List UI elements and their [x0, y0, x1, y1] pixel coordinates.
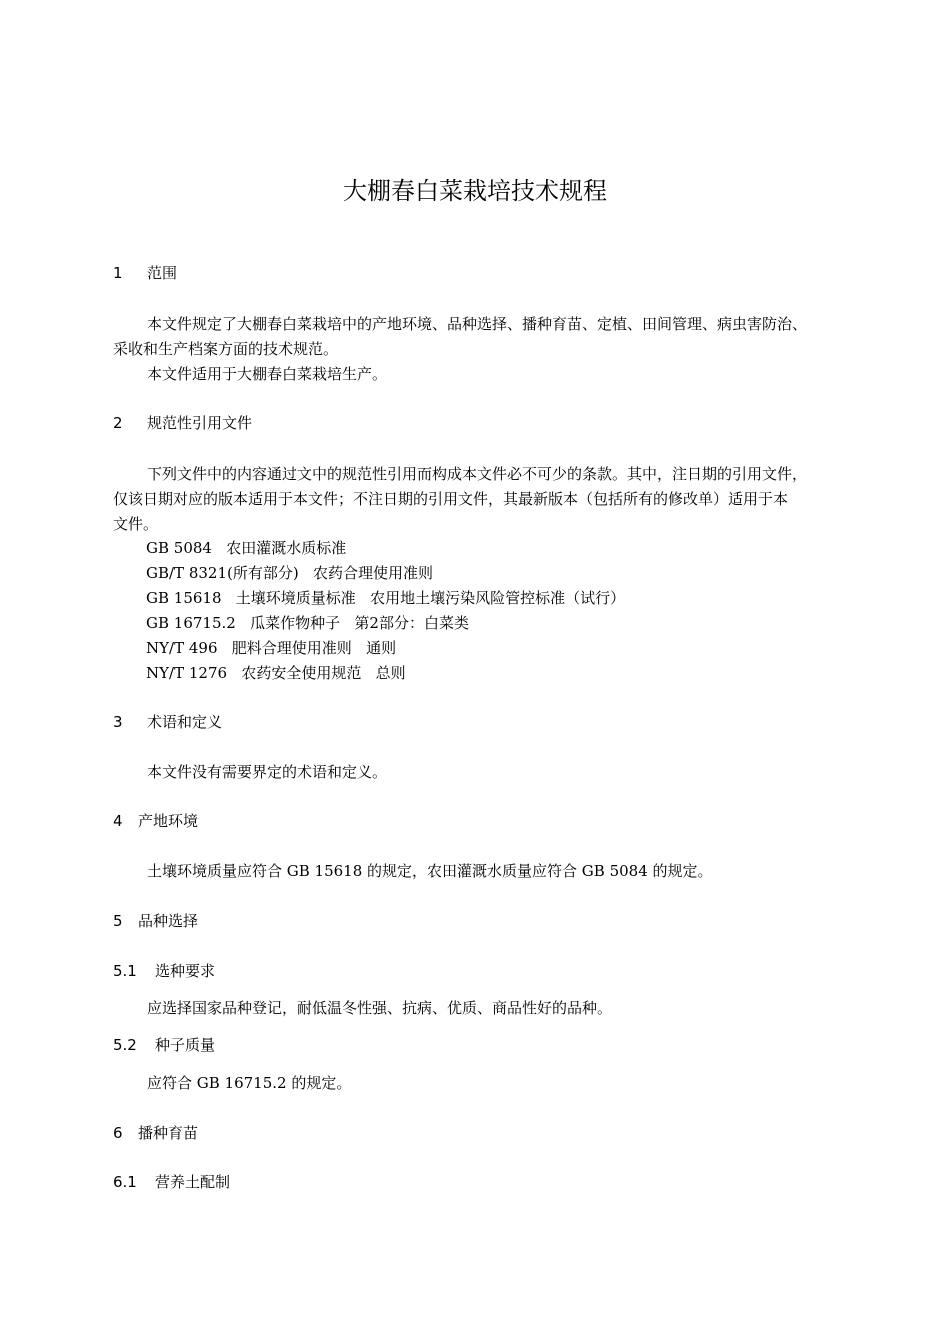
section-title: 选种要求	[155, 962, 216, 980]
section-heading-1	[113, 262, 177, 284]
section-number: 4	[113, 812, 123, 830]
section-number: 2	[113, 414, 123, 432]
section-number: 5.2	[113, 1036, 137, 1054]
section-title: 播种育苗	[138, 1124, 199, 1142]
reference-item: GB 5084 农田灌溉水质标准	[146, 539, 347, 557]
section-heading-6	[113, 1122, 198, 1144]
scope-paragraph-2: 本文件适用于大棚春白菜栽培生产。	[147, 365, 388, 383]
section-title: 种子质量	[155, 1036, 216, 1054]
references-paragraph-line-3: 文件。	[113, 515, 159, 533]
section-number: 6.1	[113, 1173, 137, 1191]
variety-requirement-paragraph: 应选择国家品种登记，耐低温冬性强、抗病、优质、商品性好的品种。	[147, 999, 613, 1017]
section-heading-6-1	[113, 1171, 230, 1193]
reference-item: NY/T 1276 农药安全使用规范 总则	[146, 664, 406, 682]
reference-item: GB/T 8321(所有部分) 农药合理使用准则	[146, 564, 434, 582]
section-title: 术语和定义	[147, 713, 223, 731]
section-number: 3	[113, 713, 123, 731]
scope-paragraph-line-2: 采收和生产档案方面的技术规范。	[113, 340, 339, 358]
reference-item: GB 15618 土壤环境质量标准 农用地土壤污染风险管控标准（试行）	[146, 589, 626, 607]
section-title: 产地环境	[138, 812, 199, 830]
section-title: 范围	[147, 264, 178, 282]
section-title: 营养土配制	[155, 1173, 231, 1191]
section-heading-5	[113, 910, 198, 932]
references-paragraph-line-1: 下列文件中的内容通过文中的规范性引用而构成本文件必不可少的条款。其中，注日期的引用文件，	[147, 465, 808, 483]
section-number: 6	[113, 1124, 123, 1142]
section-heading-2	[113, 412, 252, 434]
section-heading-5-2	[113, 1034, 215, 1056]
document-title: 大棚春白菜栽培技术规程	[343, 177, 607, 205]
section-number: 1	[113, 264, 123, 282]
section-heading-4	[113, 810, 198, 832]
section-number: 5.1	[113, 962, 137, 980]
section-title: 规范性引用文件	[147, 414, 253, 432]
section-title: 品种选择	[138, 912, 199, 930]
scope-paragraph-line-1: 本文件规定了大棚春白菜栽培中的产地环境、品种选择、播种育苗、定植、田间管理、病虫害防治、	[147, 315, 808, 333]
references-paragraph-line-2: 仅该日期对应的版本适用于本文件；不注日期的引用文件，其最新版本（包括所有的修改单）适用于本	[113, 490, 789, 508]
reference-item: NY/T 496 肥料合理使用准则 通则	[146, 639, 397, 657]
section-number: 5	[113, 912, 123, 930]
seed-quality-paragraph: 应符合 GB 16715.2 的规定。	[147, 1074, 352, 1092]
reference-item: GB 16715.2 瓜菜作物种子 第2部分：白菜类	[146, 614, 469, 632]
environment-paragraph: 土壤环境质量应符合 GB 15618 的规定，农田灌溉水质量应符合 GB 5084 的规定。	[147, 862, 713, 880]
section-heading-5-1	[113, 960, 215, 982]
section-heading-3	[113, 711, 222, 733]
terms-paragraph: 本文件没有需要界定的术语和定义。	[147, 763, 388, 781]
